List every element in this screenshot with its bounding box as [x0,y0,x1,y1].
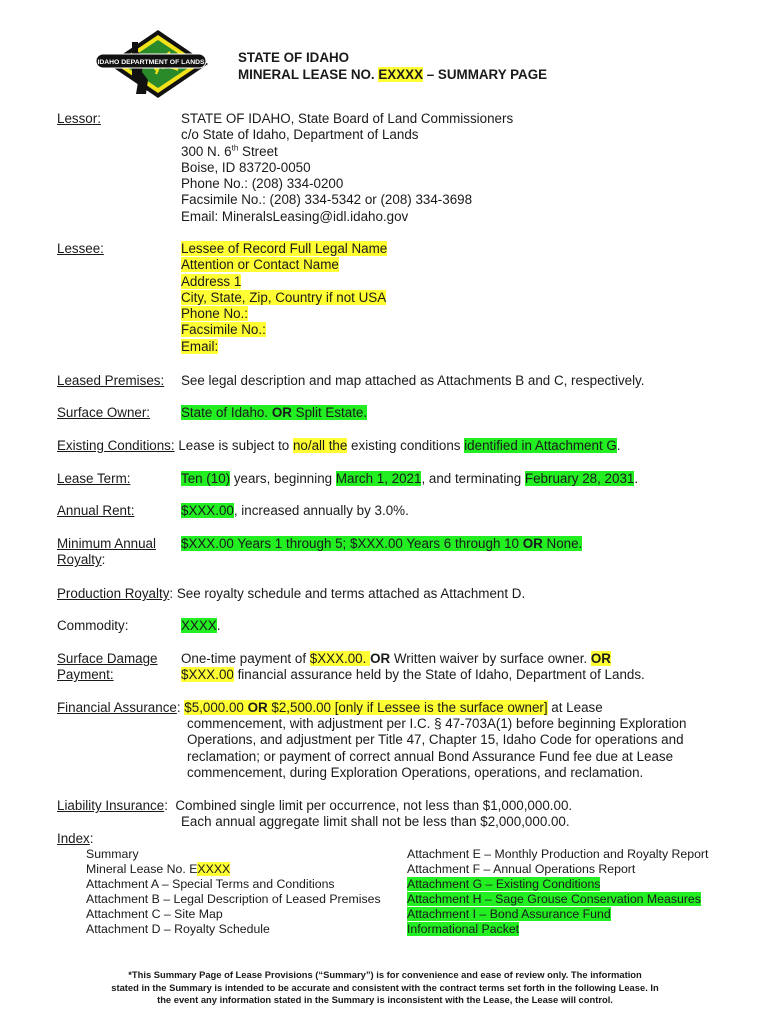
surface-damage-or: OR [590,651,611,666]
financial-assurance-colon: : [176,700,185,715]
surface-damage-text: Written waiver by surface owner. [390,651,591,666]
header-line-2 [238,67,547,84]
lessor-line: c/o State of Idaho, Department of Lands [181,127,419,143]
commodity-label: Commodity: [57,618,129,633]
min-royalty-amount: $XXX.00 [181,536,234,551]
lessee-line: Address 1 [181,273,242,289]
lessor-street-sup: th [231,143,239,153]
financial-assurance-body [187,716,686,781]
lessor-email: Email: MineralsLeasing@idl.idaho.gov [181,208,409,224]
existing-conditions-label: Existing Conditions: [57,438,175,453]
term-start-date: March 1, 2021 [335,471,422,486]
term-end-date: February 28, 2031 [524,471,635,486]
index-item: Attachment D – Royalty Schedule [86,922,270,936]
min-royalty-value [181,536,582,552]
term-text: years, beginning [230,471,336,486]
production-royalty-value: See royalty schedule and terms attached as Attachment D. [173,586,526,601]
liability-line-2: Each annual aggregate limit shall not be less than $2,000,000.00. [181,814,570,829]
index-item: Attachment A – Special Terms and Conditions [86,877,335,891]
min-royalty-text: None. [542,536,583,551]
financial-amount: $5,000.00 [184,700,248,715]
lease-term-value [181,471,638,487]
liability-line-1: Combined single limit per occurrence, not less than $1,000,000.00. [167,798,573,813]
lessor-block [181,111,513,225]
surface-owner-text: Split Estate. [291,405,368,420]
idl-logo-graphic [96,28,216,100]
summary-disclaimer [40,969,730,1007]
surface-owner-text: State of Idaho. [181,405,272,420]
financial-line: Operations, and adjustment per Title 47, Chapter 15, Idaho Code for operations and [187,732,684,748]
financial-line: commencement, during Exploration Operations, operations, and reclamation. [187,764,644,780]
surface-owner-label: Surface Owner: [57,405,151,420]
existing-conditions-row [57,438,621,454]
disclaimer-line: *This Summary Page of Lease Provisions (“Summary”) is for convenience and ease of review only. The information [128,969,642,980]
min-royalty-label-1: Minimum Annual [57,536,156,551]
surface-owner-or: OR [271,405,292,420]
lessor-line: STATE OF IDAHO, State Board of Land Commissioners [181,111,514,126]
financial-line: reclamation; or payment of correct annual Bond Assurance Fund fee due at Lease [187,748,674,764]
surface-damage-value [181,651,645,684]
surface-damage-label-1: Surface Damage [57,651,158,666]
annual-rent-value [181,503,409,519]
header-line-2-suffix: – SUMMARY PAGE [423,66,548,82]
rent-amount: $XXX.00 [181,503,234,518]
lessor-street-pre: 300 N. 6 [181,143,232,159]
rent-text: , increased annually by 3.0%. [233,503,409,518]
financial-or: OR [247,700,268,715]
commodity-period: . [216,618,221,633]
index-item: Attachment H – Sage Grouse Conservation Measures [407,892,701,906]
lessor-street-post: Street [238,143,278,159]
index-left-column [86,847,381,937]
header-line-1: STATE OF IDAHO [238,50,350,65]
surface-damage-amount: $XXX.00 [181,667,234,683]
existing-text: Lease is subject to [174,438,293,453]
term-length: Ten (10) [181,471,231,486]
surface-damage-text: One-time payment of [181,651,310,666]
lessor-fax: Facsimile No.: (208) 334-5342 or (208) 334-3698 [181,192,473,208]
header-line-2-prefix: MINERAL LEASE NO. [238,66,379,82]
index-heading [57,831,94,847]
logo-text: IDAHO DEPARTMENT OF LANDS [97,59,205,66]
surface-owner-value [181,405,367,421]
existing-attachment-highlight: identified in Attachment G [464,438,617,453]
financial-text: at Lease [547,700,603,715]
financial-line: commencement, with adjustment per I.C. § 47-703A(1) before beginning Exploration [187,716,687,731]
min-royalty-label [57,536,156,569]
production-royalty-row [57,586,525,602]
term-text: , and terminating [421,471,525,486]
index-right-column [407,847,708,937]
financial-assurance-label: Financial Assurance [57,700,177,715]
lease-term-label: Lease Term: [57,471,131,486]
liability-row [57,798,572,814]
lessee-block [181,241,387,355]
surface-damage-or: OR [370,651,391,666]
surface-damage-label [57,651,157,684]
lessee-line: Phone No.: [181,306,248,322]
disclaimer-line: stated in the Summary is intended to be accurate and consistent with the contract terms set forth in the following Lease. In [111,981,659,993]
index-item: Informational Packet [407,922,520,936]
lessee-line: Attention or Contact Name [181,257,339,273]
existing-text: existing conditions [347,438,465,453]
production-royalty-colon: : [169,586,174,601]
index-item: Attachment I – Bond Assurance Fund [407,907,611,921]
annual-rent-label: Annual Rent: [57,503,135,518]
idl-logo [96,28,216,100]
index-lease-number: XXXX [197,862,231,876]
lessee-label: Lessee: [57,241,104,256]
min-royalty-or: OR [522,536,543,551]
lessee-line: City, State, Zip, Country if not USA [181,289,387,305]
min-royalty-label-colon: : [101,552,106,568]
index-item: Attachment F – Annual Operations Report [407,862,636,876]
index-item: Attachment B – Legal Description of Leased Premises [86,892,381,906]
financial-assurance-row [57,700,603,716]
lessor-phone: Phone No.: (208) 334-0200 [181,176,344,192]
lease-number-placeholder: EXXXX [378,66,424,82]
commodity-placeholder: XXXX [181,618,217,633]
leased-premises-label: Leased Premises: [57,373,165,388]
existing-text: . [616,438,621,453]
term-text: . [634,471,639,486]
liability-label: Liability Insurance [57,798,165,813]
min-royalty-label-2: Royalty [57,552,102,568]
surface-damage-amount: $XXX.00. [309,651,371,666]
index-item [86,862,381,877]
index-colon: : [89,831,94,846]
production-royalty-label: Production Royalty [57,586,170,601]
lessee-line: Email: [181,338,219,354]
lessee-line: Lessee of Record Full Legal Name [181,241,388,256]
liability-colon: : [164,798,168,813]
lessor-label: Lessor: [57,111,101,126]
disclaimer-line: the event any information stated in the Summary is inconsistent with the Lease, the Lease will control. [157,994,613,1005]
lessor-line: Boise, ID 83720-0050 [181,159,311,175]
index-label: Index [57,831,90,846]
lessee-line: Facsimile No.: [181,322,266,338]
index-item: Summary [86,847,139,861]
lessor-street [181,144,513,160]
existing-no-all-highlight: no/all the [292,438,348,453]
index-item: Attachment E – Monthly Production and Royalty Report [407,847,709,861]
commodity-value [181,618,220,634]
index-lease-prefix: Mineral Lease No. E [86,862,198,876]
min-royalty-text: Years 1 through 5; $XXX.00 Years 6 through 10 [233,536,523,551]
surface-damage-label-2: Payment: [57,667,114,683]
page-header [238,50,547,83]
index-item: Attachment C – Site Map [86,907,223,921]
financial-alt-amount: $2,500.00 [only if Lessee is the surface owner] [267,700,548,715]
index-item: Attachment G – Existing Conditions [407,877,601,891]
surface-damage-text: financial assurance held by the State of Idaho, Department of Lands. [233,667,645,683]
leased-premises-value: See legal description and map attached as Attachments B and C, respectively. [181,373,645,388]
